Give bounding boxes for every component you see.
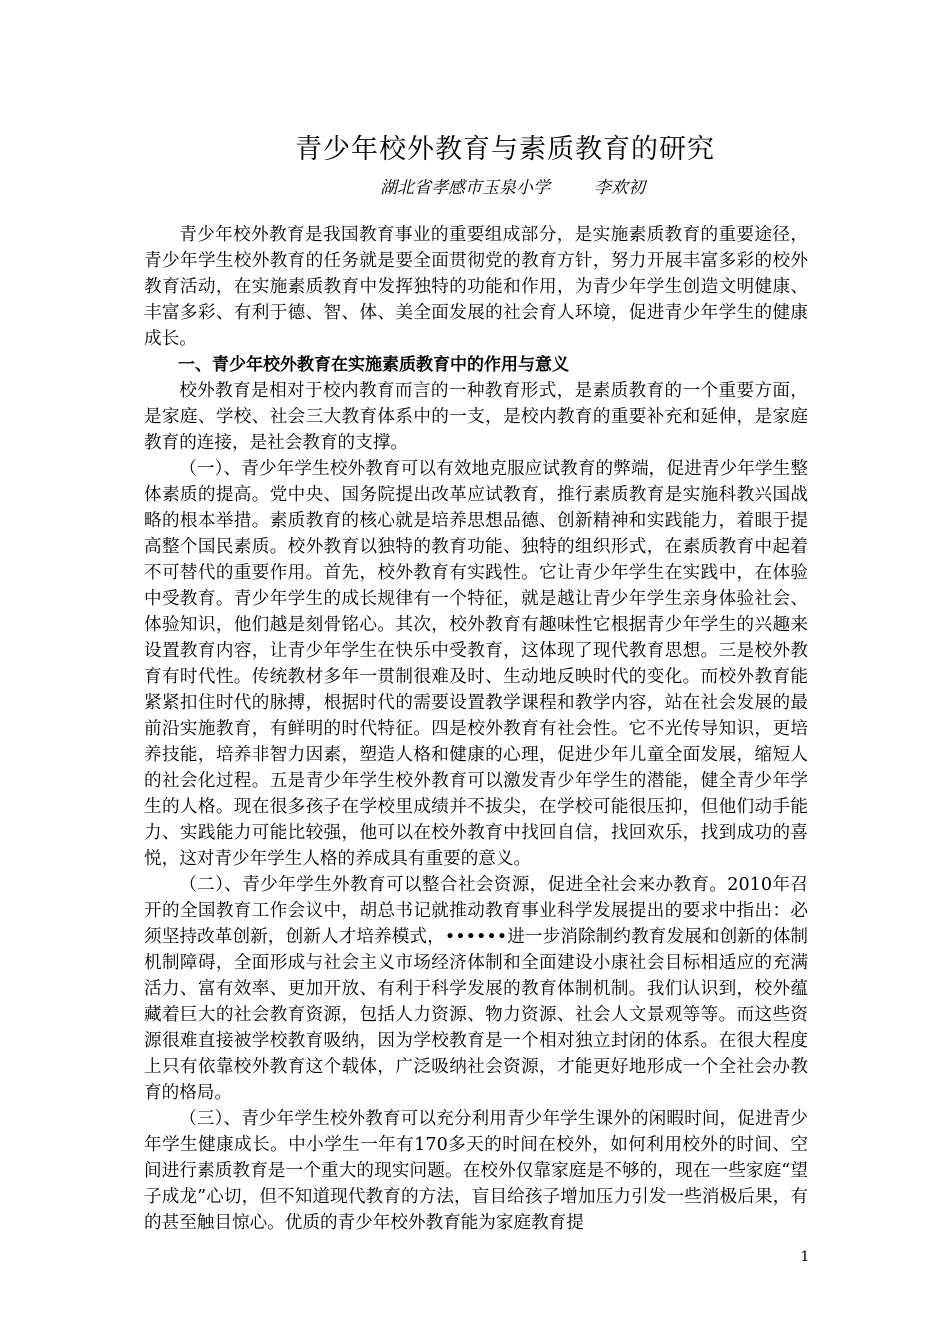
body-paragraph: （三）、青少年学生校外教育可以充分利用青少年学生课外的闲暇时间，促进青少年学生健康成长。中小学生一年有170多天的时间在校外，如何利用校外的时间、空间进行素质教育是一个重大的现实问题。在校外仅靠家庭是不够的，现在一些家庭“望子成龙”心切，但不知道现代教育的方法，盲目给孩子增加压力引发一些消极后果，有的甚至触目惊心。优质的青少年校外教育能为家庭教育提 <box>144 1109 808 1233</box>
author-name: 李欢初 <box>594 178 645 198</box>
page-title: 青少年校外教育与素质教育的研究 <box>295 134 715 165</box>
body-paragraph: （一）、青少年学生校外教育可以有效地克服应试教育的弊端，促进青少年学生整体素质的提高。党中央、国务院提出改革应试教育，推行素质教育是实施科教兴国战略的根本举措。素质教育的核心就是培养思想品德、创新精神和实践能力，着眼于提高整个国民素质。校外教育以独特的教育功能、独特的组织形式，在素质教育中起着不可替代的重要作用。首先，校外教育有实践性。它让青少年学生在实践中，在体验中受教育。青少年学生的成长规律有一个特征，就是越让青少年学生亲身体验社会、体验知识，他们越是刻骨铭心。其次，校外教育有趣味性它根据青少年学生的兴趣来设置教育内容，让青少年学生在快乐中受教育，这体现了现代教育思想。三是校外教育有时代性。传统教材多年一贯制很难及时、生动地反映时代的变化。而校外教育能紧紧扣住时代的脉搏，根据时代的需要设置教学课程和教学内容，站在社会发展的最前沿实施教育，有鲜明的时代特征。四是校外教育有社会性。它不光传导知识，更培养技能，培养非智力因素，塑造人格和健康的心理，促进少年儿童全面发展，缩短人的社会化过程。五是青少年学生校外教育可以激发青少年学生的潜能，健全青少年学生的人格。现在很多孩子在学校里成绩并不拔尖，在学校可能很压抑，但他们动手能力、实践能力可能比较强，他可以在校外教育中找回自信，找回欢乐，找到成功的喜悦，这对青少年学生人格的养成具有重要的意义。 <box>144 459 808 869</box>
body-paragraph: （二）、青少年学生外教育可以整合社会资源，促进全社会来办教育。2010年召开的全国教育工作会议中，胡总书记就推动教育事业科学发展提出的要求中指出：必须坚持改革创新，创新人才培养模式，••••••进一步消除制约教育发展和创新的体制机制障碍，全面形成与社会主义市场经济体制和全面建设小康社会目标相适应的充满活力、富有效率、更加开放、有利于科学发展的教育体制机制。我们认识到，校外蕴藏着巨大的社会教育资源，包括人力资源、物力资源、社会人文景观等等。而这些资源很难直接被学校教育吸纳，因为学校教育是一个相对独立封闭的体系。在很大程度上只有依靠校外教育这个载体，广泛吸纳社会资源，才能更好地形成一个全社会办教育的格局。 <box>144 875 808 1103</box>
intro-paragraph: 青少年校外教育是我国教育事业的重要组成部分，是实施素质教育的重要途径，青少年学生校外教育的任务就是要全面贯彻党的教育方针，努力开展丰富多彩的校外教育活动，在实施素质教育中发挥独特的功能和作用，为青少年学生创造文明健康、丰富多彩、有利于德、智、体、美全面发展的社会育人环境，促进青少年学生的健康成长。 <box>144 225 808 349</box>
page-number: 1 <box>800 1249 810 1265</box>
author-school: 湖北省孝感市玉泉小学 <box>380 178 550 198</box>
body-paragraph: 校外教育是相对于校内教育而言的一种教育形式，是素质教育的一个重要方面，是家庭、学校、社会三大教育体系中的一支，是校内教育的重要补充和延伸，是家庭教育的连接，是社会教育的支撑。 <box>144 381 808 453</box>
document-body <box>144 222 808 1236</box>
section-heading: 一、青少年校外教育在实施素质教育中的作用与意义 <box>178 355 569 375</box>
author-byline <box>380 176 645 200</box>
